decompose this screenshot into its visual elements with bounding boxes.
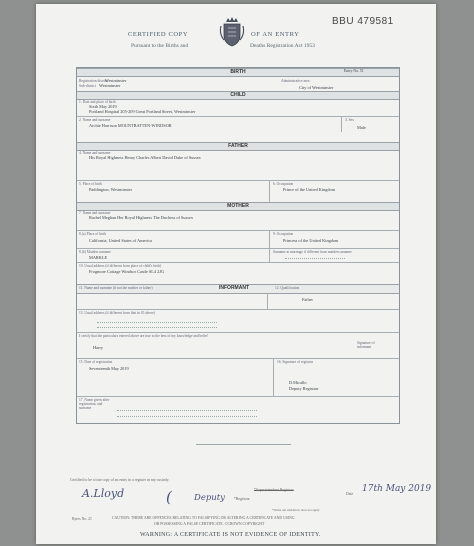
header-left-sub: Pursuant to the Births and (131, 43, 189, 49)
father-occ-label: 6. Occupation (273, 182, 294, 186)
divider (77, 180, 399, 181)
divider (77, 262, 399, 263)
father-section-bar (77, 142, 399, 151)
strike-note: *Strike out whichever does not apply (272, 508, 320, 512)
registration-date-label: 15. Date of registration (79, 360, 113, 364)
divider (273, 358, 274, 396)
superintendent-label: *Superintendent Registrar (254, 488, 294, 492)
informant-address-label: 13. Usual address (if different from that in 10 above) (79, 311, 155, 315)
mother-occupation: Princess of the United Kingdom (283, 238, 339, 243)
certify-statement: I certify that the particulars entered above are true to the best of my knowledge and belief (79, 334, 208, 338)
registration-date: Seventeenth May 2019 (89, 366, 129, 371)
reg-district-label: Registration district (79, 79, 108, 83)
admin-area-label: Administrative area (281, 79, 310, 83)
mother-pob-label: 8.(a) Place of birth (79, 232, 106, 236)
blank-line (117, 410, 257, 411)
mother-section-bar (77, 202, 399, 211)
registrar-label: 16. Signature of registrar (277, 360, 313, 364)
mother-section-title: MOTHER (227, 203, 249, 209)
blank-line (97, 322, 217, 323)
divider (77, 332, 399, 333)
sub-district: Westminster (99, 83, 121, 88)
informant-name-label: 11. Name and surname (if not the mother or father) (79, 286, 153, 290)
informant-qual-label: 12. Qualification (275, 286, 300, 290)
deputy-handwritten: Deputy (194, 493, 225, 503)
blank-line (117, 416, 257, 417)
child-name: Archie Harrison MOUNTBATTEN-WINDSOR (89, 123, 172, 128)
entry-number: Entry No. 51 (344, 69, 364, 73)
father-pob: Paddington, Westminster (89, 187, 133, 192)
date-label: Date (346, 492, 354, 496)
birth-entry-form (76, 67, 400, 424)
informant-signature-label: Signature of informant (357, 341, 375, 349)
mother-maiden: MARKLE (89, 255, 108, 260)
certificate-sheet (36, 4, 436, 544)
child-section-bar (77, 91, 399, 100)
divider (269, 180, 270, 202)
registrar-title: Deputy Registrar (289, 386, 319, 391)
divider (269, 248, 270, 262)
divider (267, 293, 268, 309)
child-date-label: 1. Date and place of birth (79, 100, 116, 104)
divider (77, 248, 399, 249)
header-left-title: CERTIFIED COPY (128, 31, 189, 38)
child-place: Portland Hospital 205-209 Great Portland Street, Westminster (89, 109, 196, 114)
divider (77, 116, 399, 117)
caution-line-2: OR POSSESSING A FALSE CERTIFICATE. ©CROWN COPYRIGHT (154, 522, 265, 526)
father-occupation: Prince of the United Kingdom (283, 187, 336, 192)
informant-qualification: Father (302, 297, 313, 302)
mother-address-label: 10. Usual address (if different from place of child's birth) (79, 264, 162, 268)
sub-district-label: Sub-district (79, 84, 96, 88)
child-date: Sixth May 2019 (89, 104, 117, 109)
registrar-name: D.Micallo (289, 380, 307, 385)
blank-line (97, 327, 217, 328)
seal-line (196, 444, 291, 445)
certifier-signature: A.Lloyd (82, 487, 125, 500)
father-pob-label: 5. Place of birth (79, 182, 102, 186)
identity-warning: WARNING: A CERTIFICATE IS NOT EVIDENCE OF IDENTITY. (140, 532, 321, 538)
informant-signature: Harry (93, 345, 104, 350)
divider (77, 309, 399, 310)
admin-area: City of Westminster (299, 85, 334, 90)
father-section-title: FATHER (228, 143, 248, 149)
divider (77, 396, 399, 397)
royal-crest-icon (219, 16, 245, 48)
mother-pob: California, United States of America (89, 238, 152, 243)
certified-statement: Certified to be a true copy of an entry in a register in my custody. (70, 478, 170, 482)
header-right-sub: Deaths Registration Act 1953 (250, 43, 315, 49)
mother-name: Rachel Meghan Her Royal Highness The Duchess of Sussex (89, 215, 193, 220)
father-name: His Royal Highness Henry Charles Albert David Duke of Sussex (89, 155, 201, 160)
name-given-label: 17. Name given after registration, and surname (79, 398, 110, 410)
divider (77, 358, 399, 359)
serial-number: BBU 479581 (332, 16, 394, 27)
divider (341, 116, 342, 132)
child-sex: Male (357, 125, 366, 130)
reg-district: Westminster (105, 78, 127, 83)
mother-maiden-label: 8.(b) Maiden surname (79, 250, 111, 254)
handwritten-date: 17th May 2019 (362, 484, 432, 494)
mother-occ-label: 9. Occupation (273, 232, 294, 236)
blank-line (285, 258, 345, 259)
header-right-title: OF AN ENTRY (251, 31, 300, 38)
registrar-footer-label: *Registrar (234, 497, 250, 501)
father-name-label: 4. Name and surname (79, 151, 111, 155)
form-title: BIRTH (230, 69, 246, 75)
child-sex-label: 3. Sex (345, 118, 354, 122)
mother-name-label: 7. Name and surname (79, 211, 111, 215)
divider (77, 230, 399, 231)
informant-section-title: INFORMANT (219, 285, 249, 291)
form-number: Bytes No. 21 (72, 517, 92, 521)
divider (269, 230, 270, 248)
child-name-label: 2. Name and surname (79, 118, 111, 122)
caution-line-1: CAUTION: THERE ARE OFFENCES RELATING TO FALSIFYING OR ALTERING A CERTIFICATE AND USING (112, 516, 295, 520)
mother-address: Frogmore Cottage Windsor Castle SL4 2JG (89, 269, 165, 274)
child-section-title: CHILD (230, 92, 246, 98)
mother-prev-label: Surname at marriage if different from maiden surname (273, 250, 352, 254)
bracket-mark: ( (166, 488, 172, 506)
